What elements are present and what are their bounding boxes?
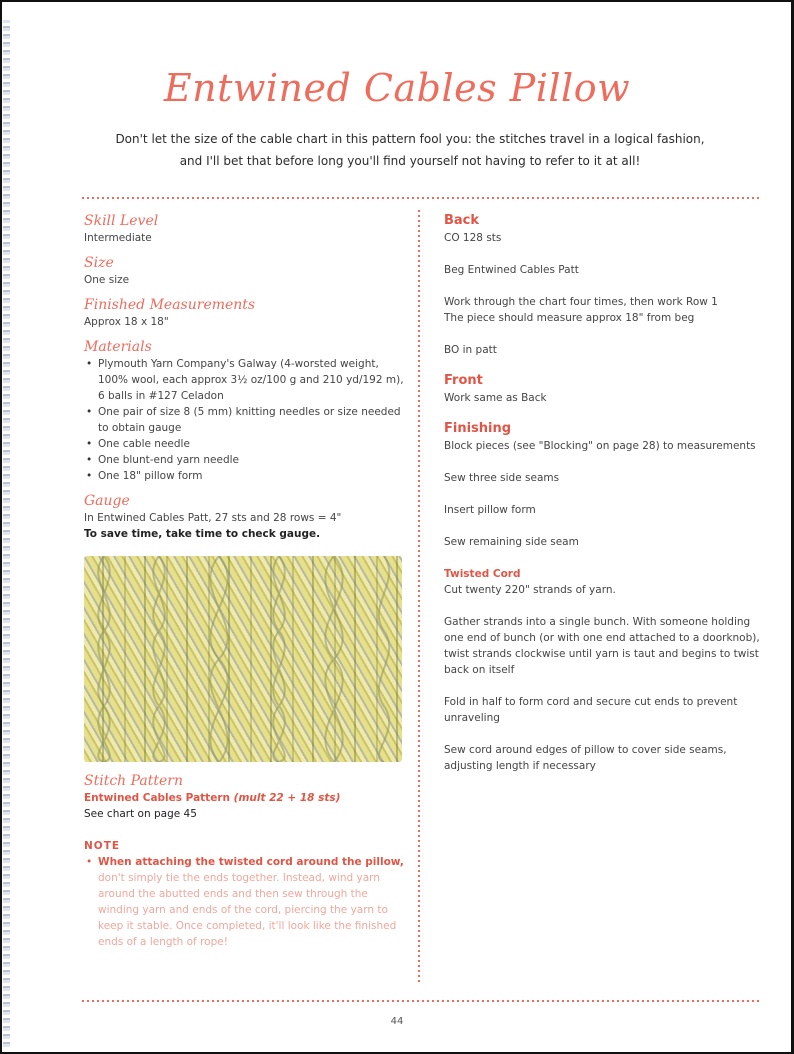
stitch-pattern-label bbox=[84, 790, 404, 806]
note-text: don't simply tie the ends together. Instead, wind yarn around the abutted ends and then sew through the winding yarn and ends of the cord, piercing the yarn to keep it stable. Once completed, it'll look like the finished ends of a length of rope! bbox=[98, 872, 397, 948]
twisted-cord-sew: Sew cord around edges of pillow to cover side seams, adjusting length if necessary bbox=[444, 744, 727, 772]
finishing-heading: Finishing bbox=[444, 421, 512, 436]
gauge-heading: Gauge bbox=[84, 493, 130, 509]
dotted-divider-top bbox=[82, 197, 762, 199]
measurements-heading: Finished Measurements bbox=[84, 297, 256, 313]
stitch-pattern-section bbox=[84, 772, 404, 822]
dotted-column-divider bbox=[418, 210, 420, 982]
front-text: Work same as Back bbox=[444, 392, 547, 404]
measurements-section bbox=[84, 296, 404, 330]
knitted-swatch-photo bbox=[84, 556, 402, 762]
skill-value: Intermediate bbox=[84, 232, 152, 244]
materials-heading: Materials bbox=[84, 339, 152, 355]
stitch-pattern-multiple: (mult 22 + 18 sts) bbox=[233, 792, 341, 804]
back-work: Work through the chart four times, then work Row 1 bbox=[444, 296, 718, 308]
materials-item: • Plymouth Yarn Company's Galway (4-worsted weight, 100% wool, each approx 3½ oz/100 g and 210 yd/192 m), 6 balls in #127 Celadon bbox=[84, 356, 404, 404]
cable-texture bbox=[84, 556, 402, 762]
twisted-cord-cut: Cut twenty 220" strands of yarn. bbox=[444, 584, 616, 596]
twisted-cord-gather: Gather strands into a single bunch. With someone holding one end of bunch (or with one end attached to a doorknob), twist strands clockwise until yarn is taut and begins to twist back on itself bbox=[444, 616, 760, 676]
materials-item: • One pair of size 8 (5 mm) knitting needles or size needed to obtain gauge bbox=[84, 404, 404, 436]
note-heading: NOTE bbox=[84, 840, 121, 852]
back-bind-off: BO in patt bbox=[444, 344, 497, 356]
dotted-divider-bottom bbox=[82, 1000, 762, 1002]
finishing-sew-seams: Sew three side seams bbox=[444, 472, 560, 484]
page-title: Entwined Cables Pillow bbox=[163, 66, 631, 110]
page-number: 44 bbox=[390, 1016, 404, 1027]
gauge-check: To save time, take time to check gauge. bbox=[84, 528, 321, 540]
materials-section bbox=[84, 338, 404, 484]
left-column bbox=[84, 212, 404, 950]
front-heading: Front bbox=[444, 373, 483, 388]
finishing-insert-form: Insert pillow form bbox=[444, 504, 536, 516]
intro-line: and I'll bet that before long you'll find yourself not having to refer to it at all! bbox=[179, 154, 641, 168]
back-heading: Back bbox=[444, 213, 480, 228]
stitch-pattern-heading: Stitch Pattern bbox=[84, 773, 184, 789]
size-section bbox=[84, 254, 404, 288]
size-value: One size bbox=[84, 274, 130, 286]
back-begin: Beg Entwined Cables Patt bbox=[444, 264, 579, 276]
finishing-block: Block pieces (see "Blocking" on page 28) to measurements bbox=[444, 440, 756, 452]
note-body bbox=[84, 854, 404, 950]
materials-list bbox=[84, 356, 404, 484]
gauge-value: In Entwined Cables Patt, 27 sts and 28 rows = 4" bbox=[84, 512, 342, 524]
gauge-section bbox=[84, 492, 404, 542]
materials-item: • One cable needle bbox=[84, 436, 404, 452]
back-measure: The piece should measure approx 18" from beg bbox=[444, 312, 695, 324]
size-heading: Size bbox=[84, 255, 114, 271]
measurements-value: Approx 18 x 18" bbox=[84, 316, 169, 328]
stitch-pattern-name: Entwined Cables Pattern bbox=[84, 792, 230, 804]
book-spine-edge bbox=[3, 20, 10, 1048]
back-cast-on: CO 128 sts bbox=[444, 232, 502, 244]
finishing-remaining-seam: Sew remaining side seam bbox=[444, 536, 579, 548]
intro-line: Don't let the size of the cable chart in this pattern fool you: the stitches travel in a logical fashion, bbox=[115, 132, 705, 146]
materials-item: • One blunt-end yarn needle bbox=[84, 452, 404, 468]
materials-item: • One 18" pillow form bbox=[84, 468, 404, 484]
intro-text bbox=[110, 128, 710, 172]
twisted-cord-fold: Fold in half to form cord and secure cut ends to prevent unraveling bbox=[444, 696, 738, 724]
note-lead: When attaching the twisted cord around the pillow, bbox=[98, 856, 404, 868]
right-column bbox=[444, 212, 764, 774]
twisted-cord-heading: Twisted Cord bbox=[444, 568, 521, 580]
skill-section bbox=[84, 212, 404, 246]
stitch-pattern-chart-ref: See chart on page 45 bbox=[84, 808, 197, 820]
skill-heading: Skill Level bbox=[84, 213, 159, 229]
